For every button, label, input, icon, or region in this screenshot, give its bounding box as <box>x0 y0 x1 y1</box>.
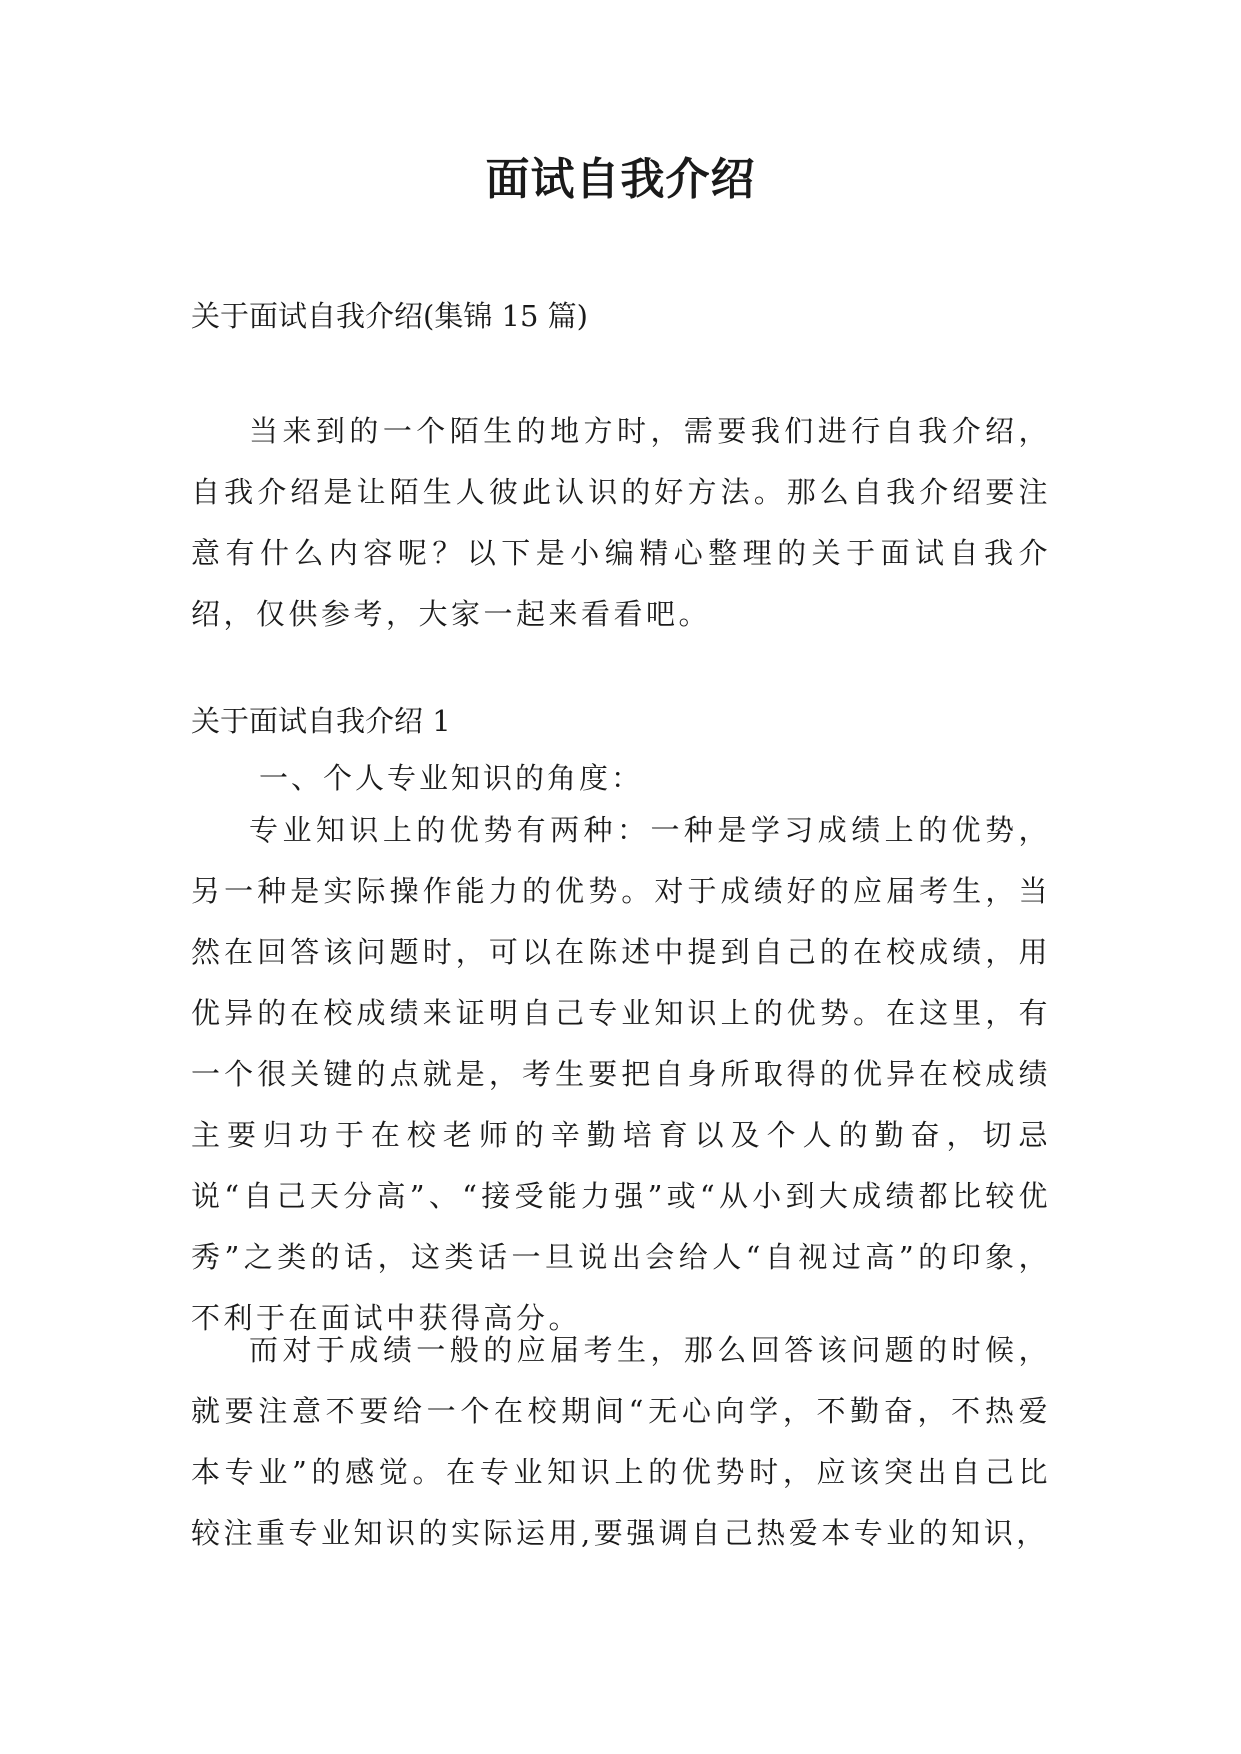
document-subtitle: 关于面试自我介绍(集锦 15 篇) <box>191 299 588 333</box>
section-heading: 关于面试自我介绍 1 <box>191 704 451 738</box>
document-title: 面试自我介绍 <box>485 154 756 205</box>
body-paragraph: 专业知识上的优势有两种：一种是学习成绩上的优势，另一种是实际操作能力的优势。对于成绩好的应届考生，当然在回答该问题时，可以在陈述中提到自己的在校成绩，用优异的在校成绩来证明自己专业知识上的优势。在这里，有一个很关键的点就是，考生要把自身所取得的优异在校成绩主要归功于在校老师的辛勤培育以及个人的勤奋，切忌说“自己天分高”、“接受能力强”或“从小到大成绩都比较优秀”之类的话，这类话一旦说出会给人“自视过高”的印象，不利于在面试中获得高分。 <box>191 813 1051 1335</box>
body-paragraph: 而对于成绩一般的应届考生，那么回答该问题的时候，就要注意不要给一个在校期间“无心向学，不勤奋，不热爱本专业”的感觉。在专业知识上的优势时，应该突出自己比较注重专业知识的实际运用,要强调自己热爱本专业的知识， <box>191 1333 1051 1550</box>
intro-paragraph: 当来到的一个陌生的地方时，需要我们进行自我介绍，自我介绍是让陌生人彼此认识的好方法。那么自我介绍要注意有什么内容呢？以下是小编精心整理的关于面试自我介绍，仅供参考，大家一起来看看吧。 <box>191 414 1051 631</box>
section-subheading: 一、个人专业知识的角度： <box>259 761 644 795</box>
